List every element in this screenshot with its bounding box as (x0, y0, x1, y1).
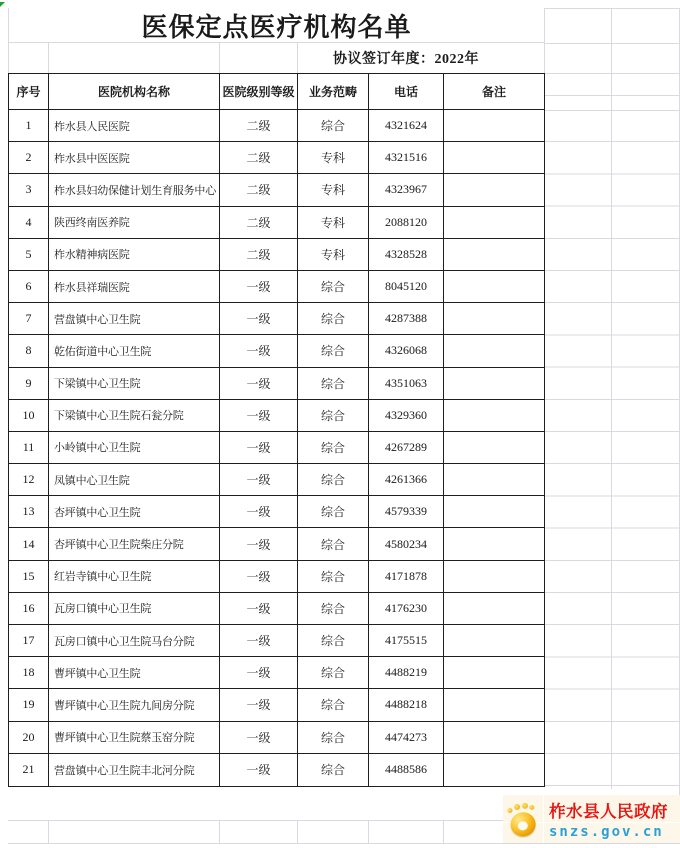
cell-level[interactable]: 一级 (220, 400, 298, 431)
cell-hospital-name[interactable]: 柞水县祥瑞医院 (49, 271, 220, 302)
cell-hospital-name[interactable]: 曹坪镇中心卫生院 (49, 657, 220, 688)
cell-no[interactable]: 4 (9, 207, 49, 238)
cell-scope[interactable]: 综合 (298, 400, 369, 431)
cell-hospital-name[interactable]: 红岩寺镇中心卫生院 (49, 561, 220, 592)
cell-level[interactable]: 一级 (220, 271, 298, 302)
table-row (9, 335, 544, 367)
cell-level[interactable]: 二级 (220, 207, 298, 238)
cell-scope[interactable]: 综合 (298, 303, 369, 334)
cell-phone[interactable]: 4329360 (369, 400, 444, 431)
cell-level[interactable]: 一级 (220, 689, 298, 720)
cell-level[interactable]: 一级 (220, 464, 298, 495)
cell-level[interactable]: 一级 (220, 625, 298, 656)
cell-level[interactable]: 一级 (220, 335, 298, 366)
cell-note[interactable] (444, 464, 544, 495)
cell-level[interactable]: 一级 (220, 593, 298, 624)
table-row (9, 625, 544, 657)
cell-scope[interactable]: 综合 (298, 528, 369, 559)
cell-no[interactable]: 18 (9, 657, 49, 688)
cell-phone[interactable]: 4176230 (369, 593, 444, 624)
cell-phone[interactable]: 8045120 (369, 271, 444, 302)
cell-no[interactable]: 19 (9, 689, 49, 720)
table-row (9, 754, 544, 786)
cell-note[interactable] (444, 142, 544, 173)
cell-note[interactable] (444, 496, 544, 527)
cell-note[interactable] (444, 239, 544, 270)
cell-hospital-name[interactable]: 陕西终南医养院 (49, 207, 220, 238)
cell-level[interactable]: 一级 (220, 528, 298, 559)
table-row (9, 174, 544, 206)
cell-scope[interactable]: 综合 (298, 689, 369, 720)
table-header-row (9, 74, 544, 110)
cell-level[interactable]: 一级 (220, 496, 298, 527)
cell-hospital-name[interactable]: 瓦房口镇中心卫生院 (49, 593, 220, 624)
cell-level[interactable]: 一级 (220, 561, 298, 592)
cell-no[interactable]: 9 (9, 368, 49, 399)
cell-note[interactable] (444, 174, 544, 205)
cell-scope[interactable]: 综合 (298, 593, 369, 624)
cell-no[interactable]: 20 (9, 722, 49, 753)
table-row (9, 593, 544, 625)
gridline (368, 820, 369, 843)
cell-note[interactable] (444, 271, 544, 302)
cell-scope[interactable]: 综合 (298, 722, 369, 753)
cell-error-marker-icon (0, 2, 5, 7)
table-row (9, 657, 544, 689)
cell-scope[interactable]: 专科 (298, 142, 369, 173)
cell-note[interactable] (444, 754, 544, 786)
cell-scope[interactable]: 综合 (298, 335, 369, 366)
cell-hospital-name[interactable]: 营盘镇中心卫生院丰北河分院 (49, 754, 220, 786)
cell-hospital-name[interactable]: 乾佑街道中心卫生院 (49, 335, 220, 366)
cell-phone[interactable]: 4580234 (369, 528, 444, 559)
table-row (9, 561, 544, 593)
empty-cell[interactable] (9, 43, 49, 73)
gov-text-block (549, 798, 679, 840)
medical-institution-table (8, 8, 545, 787)
header-cell-no[interactable]: 序号 (9, 74, 49, 109)
cell-note[interactable] (444, 303, 544, 334)
table-row (9, 722, 544, 754)
cell-scope[interactable]: 综合 (298, 754, 369, 786)
cell-no[interactable]: 1 (9, 110, 49, 141)
cell-note[interactable] (444, 657, 544, 688)
gridline (544, 43, 680, 44)
cell-no[interactable]: 8 (9, 335, 49, 366)
cell-no[interactable]: 5 (9, 239, 49, 270)
header-cell-name[interactable]: 医院机构名称 (49, 74, 220, 109)
table-row (9, 207, 544, 239)
cell-no[interactable]: 2 (9, 142, 49, 173)
cell-scope[interactable]: 专科 (298, 239, 369, 270)
footprint-logo-icon (506, 800, 545, 840)
gridline (297, 820, 298, 843)
table-row (9, 464, 544, 496)
cell-scope[interactable]: 综合 (298, 496, 369, 527)
cell-level[interactable]: 二级 (220, 239, 298, 270)
cell-scope[interactable]: 专科 (298, 207, 369, 238)
cell-hospital-name[interactable]: 曹坪镇中心卫生院九间房分院 (49, 689, 220, 720)
cell-note[interactable] (444, 207, 544, 238)
table-row (9, 239, 544, 271)
cell-note[interactable] (444, 561, 544, 592)
gridline (544, 73, 680, 74)
cell-phone[interactable]: 4323967 (369, 174, 444, 205)
agreement-year-label: 协议签订年度：2022年 (333, 52, 479, 67)
cell-no[interactable]: 14 (9, 528, 49, 559)
cell-hospital-name[interactable]: 下梁镇中心卫生院石瓮分院 (49, 400, 220, 431)
cell-scope[interactable]: 综合 (298, 464, 369, 495)
gridline (48, 820, 49, 843)
cell-phone[interactable]: 4287388 (369, 303, 444, 334)
table-row (9, 689, 544, 721)
cell-no[interactable]: 13 (9, 496, 49, 527)
cell-phone[interactable]: 4488586 (369, 754, 444, 786)
cell-scope[interactable]: 综合 (298, 110, 369, 141)
gridline (543, 795, 544, 843)
table-row (9, 142, 544, 174)
gov-watermark (503, 795, 680, 843)
cell-hospital-name[interactable]: 下梁镇中心卫生院 (49, 368, 220, 399)
gridline (219, 820, 220, 843)
header-cell-note[interactable]: 备注 (481, 85, 506, 99)
cell-level[interactable]: 一级 (220, 722, 298, 753)
cell-level[interactable]: 二级 (220, 110, 298, 141)
cell-phone[interactable]: 4321516 (369, 142, 444, 173)
cell-hospital-name[interactable]: 杏坪镇中心卫生院 (49, 496, 220, 527)
gridlines-right-margin (544, 110, 680, 789)
cell-phone[interactable]: 4488219 (369, 657, 444, 688)
cell-level[interactable]: 一级 (220, 368, 298, 399)
header-cell-level[interactable]: 医院级别等级 (220, 74, 298, 109)
gridline (443, 820, 444, 843)
cell-scope[interactable]: 综合 (298, 432, 369, 463)
cell-phone[interactable]: 4321624 (369, 110, 444, 141)
cell-phone[interactable]: 2088120 (369, 207, 444, 238)
table-row (9, 303, 544, 335)
cell-note[interactable] (444, 432, 544, 463)
cell-hospital-name[interactable]: 凤镇中心卫生院 (49, 464, 220, 495)
page-title: 医保定点医疗机构名单 (141, 12, 412, 42)
cell-level[interactable]: 二级 (220, 174, 298, 205)
table-row (9, 400, 544, 432)
cell-hospital-name[interactable]: 柞水县妇幼保健计划生育服务中心 (49, 174, 220, 205)
cell-note[interactable] (444, 400, 544, 431)
cell-phone[interactable]: 4171878 (369, 561, 444, 592)
cell-phone[interactable]: 4261366 (369, 464, 444, 495)
empty-cell[interactable] (220, 43, 298, 73)
table-row (9, 110, 544, 142)
cell-phone[interactable]: 4328528 (369, 239, 444, 270)
cell-note[interactable] (444, 722, 544, 753)
cell-note[interactable] (444, 528, 544, 559)
cell-no[interactable]: 16 (9, 593, 49, 624)
cell-hospital-name[interactable]: 瓦房口镇中心卫生院马台分院 (49, 625, 220, 656)
cell-scope[interactable]: 综合 (298, 657, 369, 688)
cell-hospital-name[interactable]: 柞水县中医医院 (49, 142, 220, 173)
cell-scope[interactable]: 综合 (298, 368, 369, 399)
cell-no[interactable]: 12 (9, 464, 49, 495)
header-cell-scope[interactable]: 业务范畴 (298, 74, 369, 109)
cell-level[interactable]: 二级 (220, 142, 298, 173)
cell-phone[interactable]: 4474273 (369, 722, 444, 753)
cell-level[interactable]: 一级 (220, 754, 298, 786)
cell-phone[interactable]: 4267289 (369, 432, 444, 463)
title-cell[interactable] (8, 8, 545, 43)
gridline (8, 843, 680, 844)
cell-note[interactable] (444, 689, 544, 720)
empty-cell[interactable] (49, 43, 220, 73)
cell-scope[interactable]: 综合 (298, 271, 369, 302)
gov-site-url: snzs.gov.cn (549, 824, 664, 840)
cell-note[interactable] (444, 335, 544, 366)
cell-note[interactable] (444, 110, 544, 141)
cell-hospital-name[interactable]: 曹坪镇中心卫生院蔡玉窑分院 (49, 722, 220, 753)
agreement-year-row (8, 43, 545, 73)
cell-scope[interactable]: 综合 (298, 625, 369, 656)
cell-no[interactable]: 17 (9, 625, 49, 656)
cell-phone[interactable]: 4326068 (369, 335, 444, 366)
cell-no[interactable]: 21 (9, 754, 49, 786)
cell-phone[interactable]: 4579339 (369, 496, 444, 527)
table-row (9, 271, 544, 303)
cell-phone[interactable]: 4351063 (369, 368, 444, 399)
cell-note[interactable] (444, 368, 544, 399)
cell-no[interactable]: 15 (9, 561, 49, 592)
header-cell-phone[interactable]: 电话 (369, 74, 444, 109)
cell-hospital-name[interactable]: 小岭镇中心卫生院 (49, 432, 220, 463)
cell-no[interactable]: 3 (9, 174, 49, 205)
cell-note[interactable] (444, 625, 544, 656)
cell-phone[interactable]: 4488218 (369, 689, 444, 720)
cell-no[interactable]: 10 (9, 400, 49, 431)
table-black-border (8, 73, 545, 787)
cell-no[interactable]: 11 (9, 432, 49, 463)
table-body (9, 110, 544, 786)
cell-scope[interactable]: 专科 (298, 174, 369, 205)
table-row (9, 528, 544, 560)
cell-hospital-name[interactable]: 杏坪镇中心卫生院柴庄分院 (49, 528, 220, 559)
cell-hospital-name[interactable]: 柞水县人民医院 (49, 110, 220, 141)
table-row (9, 496, 544, 528)
cell-level[interactable]: 一级 (220, 432, 298, 463)
gridline (544, 95, 680, 96)
cell-level[interactable]: 一级 (220, 657, 298, 688)
cell-scope[interactable]: 综合 (298, 561, 369, 592)
gov-name: 柞水县人民政府 (549, 802, 668, 821)
cell-phone[interactable]: 4175515 (369, 625, 444, 656)
table-row (9, 368, 544, 400)
cell-no[interactable]: 6 (9, 271, 49, 302)
cell-level[interactable]: 一级 (220, 303, 298, 334)
cell-hospital-name[interactable]: 柞水精神病医院 (49, 239, 220, 270)
cell-note[interactable] (444, 593, 544, 624)
cell-no[interactable]: 7 (9, 303, 49, 334)
table-row (9, 432, 544, 464)
agreement-year-cell[interactable] (298, 43, 544, 73)
cell-hospital-name[interactable]: 营盘镇中心卫生院 (49, 303, 220, 334)
